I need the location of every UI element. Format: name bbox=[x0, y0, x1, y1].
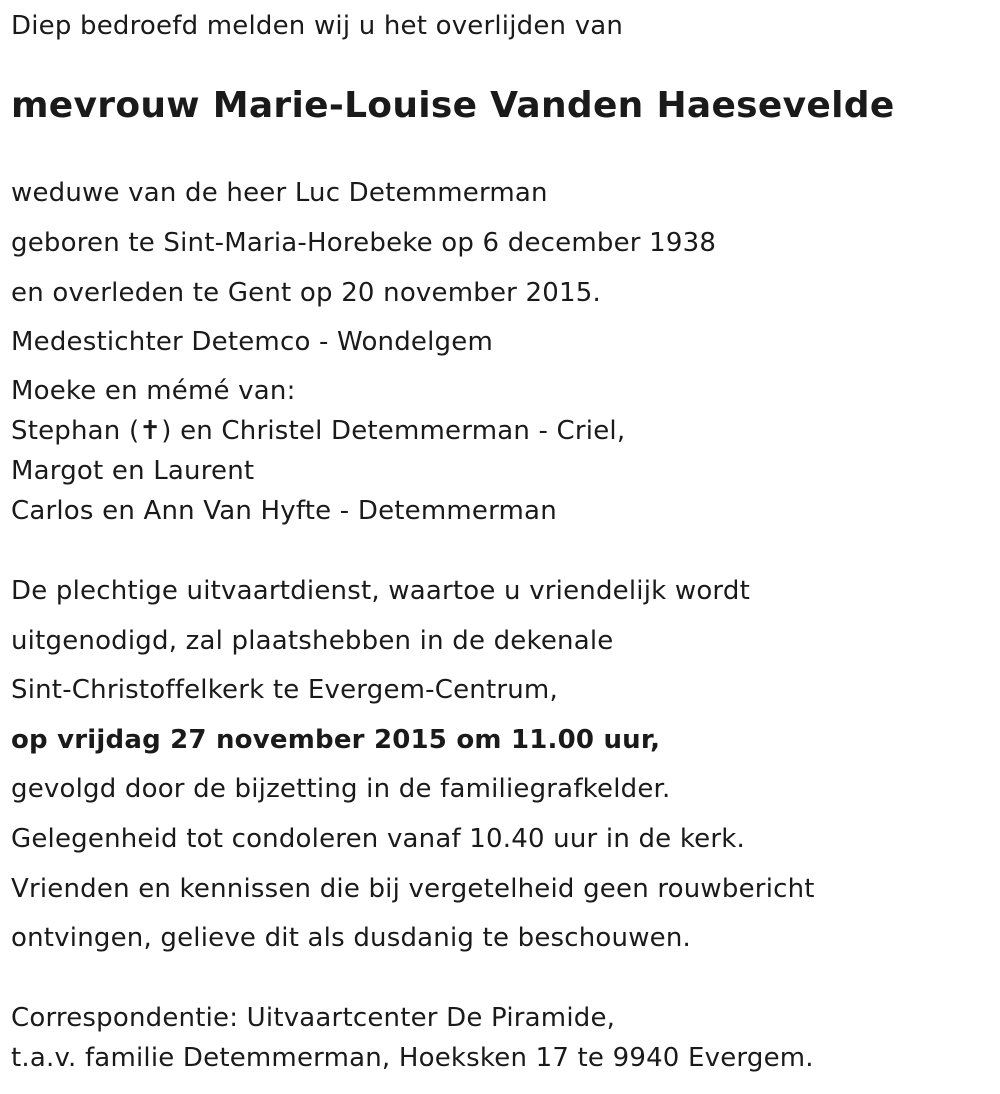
detail-line: Medestichter Detemco - Wondelgem bbox=[11, 327, 493, 357]
funeral-line: Vrienden en kennissen die bij vergetelheid geen rouwbericht bbox=[11, 874, 815, 904]
funeral-line: ontvingen, gelieve dit als dusdanig te beschouwen. bbox=[11, 923, 692, 953]
funeral-line: Sint-Christoffelkerk te Evergem-Centrum, bbox=[11, 675, 558, 705]
funeral-date-time: op vrijdag 27 november 2015 om 11.00 uur, bbox=[11, 725, 661, 755]
deceased-name: mevrouw Marie-Louise Vanden Haesevelde bbox=[11, 85, 895, 126]
detail-line: weduwe van de heer Luc Detemmerman bbox=[11, 178, 548, 208]
family-line: Stephan (✝) en Christel Detemmerman - Criel, bbox=[11, 416, 626, 446]
funeral-line: De plechtige uitvaartdienst, waartoe u vriendelijk wordt bbox=[11, 576, 750, 606]
family-heading: Moeke en mémé van: bbox=[11, 376, 296, 406]
correspondence-line: t.a.v. familie Detemmerman, Hoeksken 17 te 9940 Evergem. bbox=[11, 1043, 814, 1073]
funeral-line: Gelegenheid tot condoleren vanaf 10.40 uur in de kerk. bbox=[11, 824, 745, 854]
detail-line: en overleden te Gent op 20 november 2015. bbox=[11, 278, 601, 308]
family-line: Margot en Laurent bbox=[11, 456, 255, 486]
correspondence-line: Correspondentie: Uitvaartcenter De Piramide, bbox=[11, 1003, 616, 1033]
funeral-line: gevolgd door de bijzetting in de familiegrafkelder. bbox=[11, 774, 671, 804]
intro-text: Diep bedroefd melden wij u het overlijden van bbox=[11, 11, 624, 41]
funeral-line: uitgenodigd, zal plaatshebben in de dekenale bbox=[11, 626, 614, 656]
detail-line: geboren te Sint-Maria-Horebeke op 6 december 1938 bbox=[11, 228, 717, 258]
family-line: Carlos en Ann Van Hyfte - Detemmerman bbox=[11, 496, 557, 526]
